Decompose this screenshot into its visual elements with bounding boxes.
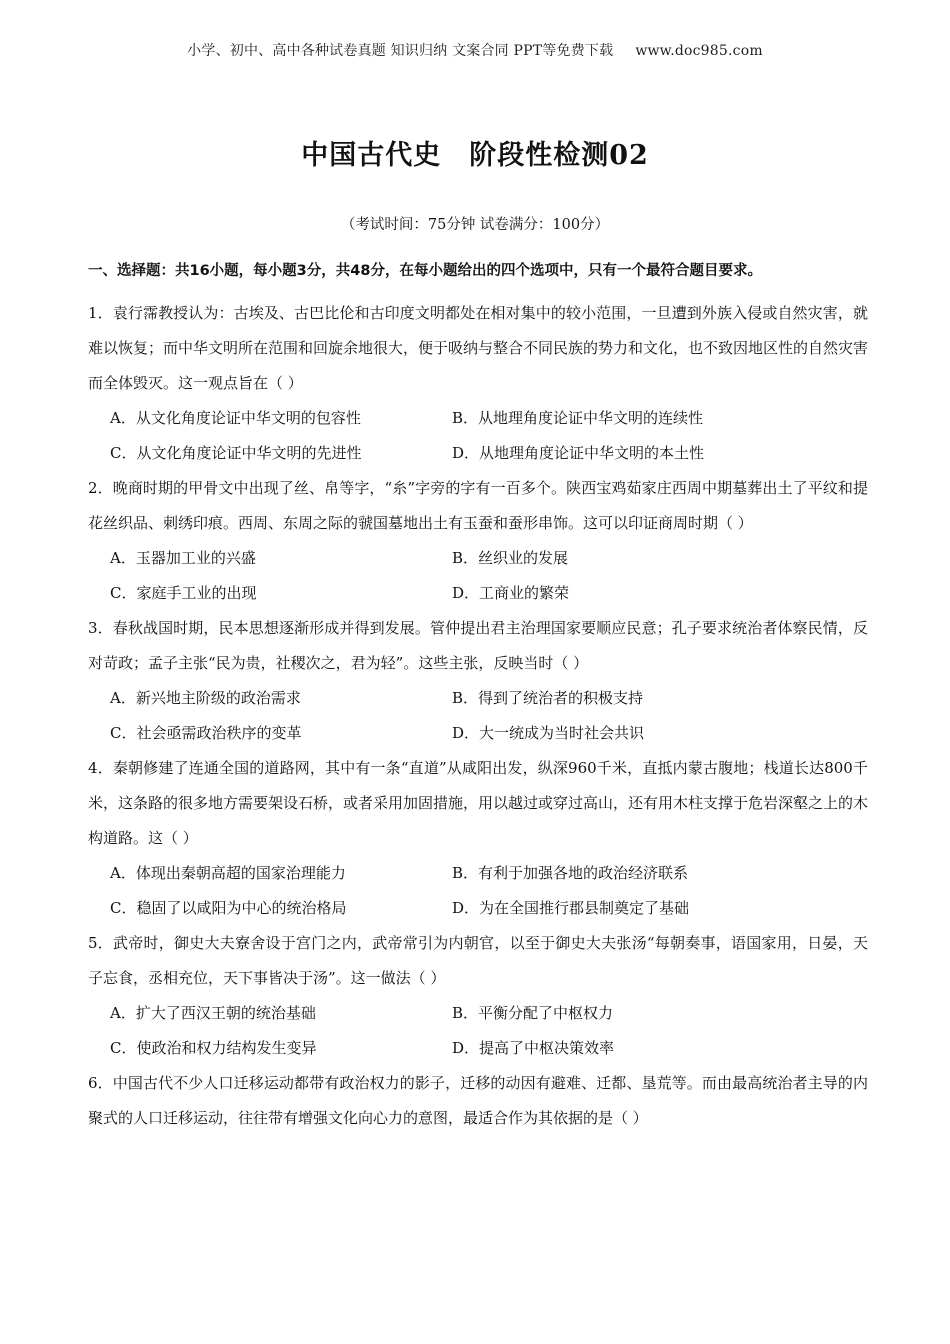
- question-5-stem: 5．武帝时，御史大夫寮舍设于宫门之内，武帝常引为内朝官，以至于御史大夫张汤“每朝奏事，语国家用，日晏，天子忘食，丞相充位，天下事皆决于汤”。这一做法（ ）: [88, 934, 868, 987]
- question-3-options: [88, 681, 868, 716]
- title-sub: 阶段性检测02: [469, 140, 649, 171]
- question-3-option-a[interactable]: A．新兴地主阶级的政治需求: [110, 689, 301, 707]
- question-3-option-d[interactable]: D．大一统成为当时社会共识: [452, 724, 645, 742]
- question-3-stem: 3．春秋战国时期，民本思想逐渐形成并得到发展。管仲提出君主治理国家要顺应民意；孔子要求统治者体察民情，反对苛政；孟子主张“民为贵，社稷次之，君为轻”。这些主张，反映当时（ ）: [88, 619, 868, 672]
- exam-title: [0, 133, 950, 172]
- question-2-option-a[interactable]: A．玉器加工业的兴盛: [110, 549, 256, 567]
- question-2-options-row2: [88, 576, 868, 611]
- question-2-stem: 2．晚商时期的甲骨文中出现了丝、帛等字，“糸”字旁的字有一百多个。陕西宝鸡茹家庄西周中期墓葬出土了平纹和提花丝织品、刺绣印痕。西周、东周之际的虢国墓地出土有玉蚕和蚕形串饰。这可以印证商周时期（ ）: [88, 479, 868, 532]
- question-6-stem: 6．中国古代不少人口迁移运动都带有政治权力的影子，迁移的动因有避难、迁都、垦荒等。而由最高统治者主导的内聚式的人口迁移运动，往往带有增强文化向心力的意图，最适合作为其依据的是（ ）: [88, 1074, 868, 1127]
- question-2-option-b[interactable]: B．丝织业的发展: [452, 549, 569, 567]
- question-1-option-c[interactable]: C．从文化角度论证中华文明的先进性: [110, 444, 362, 462]
- question-3-option-c[interactable]: C．社会亟需政治秩序的变革: [110, 724, 302, 742]
- question-5-options-row2: [88, 1031, 868, 1066]
- question-4-options: [88, 856, 868, 891]
- question-5-option-c[interactable]: C．使政治和权力结构发生变异: [110, 1039, 317, 1057]
- question-4-options-row2: [88, 891, 868, 926]
- question-5-option-a[interactable]: A．扩大了西汉王朝的统治基础: [110, 1004, 316, 1022]
- question-2-option-c[interactable]: C．家庭手工业的出现: [110, 584, 257, 602]
- question-3-options-row2: [88, 716, 868, 751]
- question-1-stem: 1．袁行霈教授认为：古埃及、古巴比伦和古印度文明都处在相对集中的较小范围，一旦遭到外族入侵或自然灾害，就难以恢复；而中华文明所在范围和回旋余地很大，便于吸纳与整合不同民族的势力和文化，也不致因地区性的自然灾害而全体毁灭。这一观点旨在（ ）: [88, 304, 869, 392]
- section-heading: 一、选择题：共16小题，每小题3分，共48分，在每小题给出的四个选项中，只有一个最符合题目要求。: [88, 263, 762, 279]
- question-5-option-b[interactable]: B．平衡分配了中枢权力: [452, 1004, 614, 1022]
- question-4-option-d[interactable]: D．为在全国推行郡县制奠定了基础: [452, 899, 690, 917]
- question-list: [88, 296, 868, 1136]
- question-5-options: [88, 996, 868, 1031]
- question-5-option-d[interactable]: D．提高了中枢决策效率: [452, 1039, 615, 1057]
- question-4-stem: 4．秦朝修建了连通全国的道路网，其中有一条“直道”从咸阳出发，纵深960千米，直抵内蒙古腹地；栈道长达800千米，这条路的很多地方需要架设石桥，或者采用加固措施，用以越过或穿过高山，还有用木柱支撑于危岩深壑之上的木构道路。这（ ）: [88, 759, 869, 847]
- question-1-option-b[interactable]: B．从地理角度论证中华文明的连续性: [452, 409, 704, 427]
- question-3-option-b[interactable]: B．得到了统治者的积极支持: [452, 689, 644, 707]
- question-1-option-a[interactable]: A．从文化角度论证中华文明的包容性: [110, 409, 361, 427]
- page-header: [0, 40, 950, 60]
- header-text: 小学、初中、高中各种试卷真题 知识归纳 文案合同 PPT等免费下载: [187, 43, 614, 59]
- question-2-option-d[interactable]: D．工商业的繁荣: [452, 584, 570, 602]
- exam-info: （考试时间：75分钟 试卷满分：100分）: [340, 217, 610, 233]
- question-1-options-row2: [88, 436, 868, 471]
- header-url[interactable]: www.doc985.com: [635, 43, 763, 59]
- question-4-option-b[interactable]: B．有利于加强各地的政治经济联系: [452, 864, 689, 882]
- question-1-option-d[interactable]: D．从地理角度论证中华文明的本土性: [452, 444, 705, 462]
- question-2-options: [88, 541, 868, 576]
- title-main: 中国古代史: [301, 140, 442, 171]
- question-1-options: [88, 401, 868, 436]
- question-4-option-a[interactable]: A．体现出秦朝高超的国家治理能力: [110, 864, 346, 882]
- question-4-option-c[interactable]: C．稳固了以咸阳为中心的统治格局: [110, 899, 347, 917]
